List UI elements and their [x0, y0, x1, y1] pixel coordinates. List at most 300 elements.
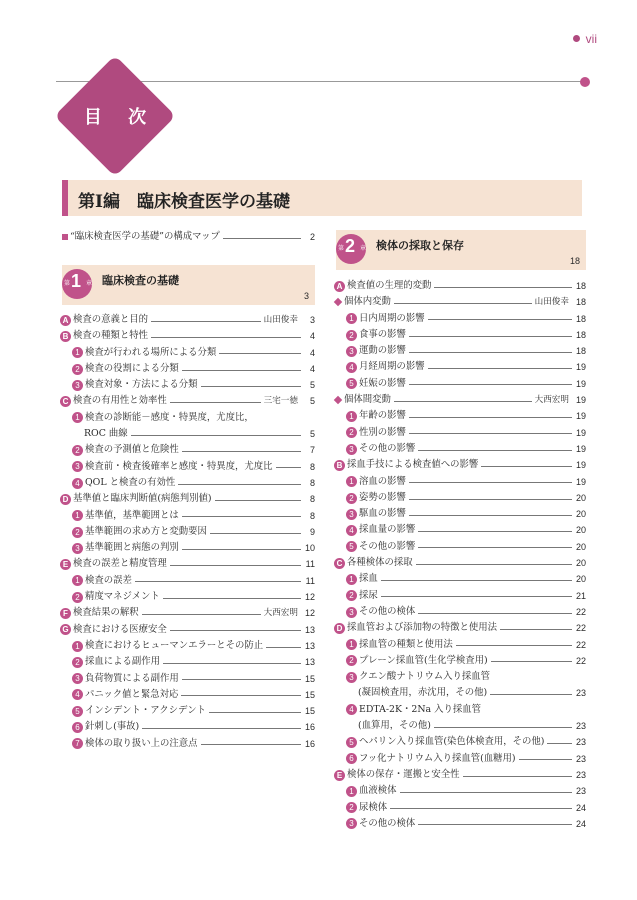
- entry-page: 22: [575, 623, 586, 634]
- dot-leader: [418, 824, 572, 825]
- toc-entry[interactable]: [334, 702, 586, 718]
- item-number-badge: 1: [346, 411, 357, 422]
- toc-entry[interactable]: [60, 377, 315, 393]
- item-number-badge: 2: [72, 527, 83, 538]
- entry-title: 採血: [359, 573, 378, 585]
- section-letter-badge: G: [60, 624, 71, 635]
- item-number-badge: 1: [72, 510, 83, 521]
- dot-leader: [266, 647, 301, 648]
- entry-title: その他の検体: [359, 817, 416, 829]
- dot-leader: [434, 727, 572, 728]
- section-letter-badge: C: [334, 558, 345, 569]
- section-letter-badge: F: [60, 608, 71, 619]
- entry-title: 基準値と臨床判断値(病態判別値): [73, 493, 212, 505]
- item-number-badge: 1: [72, 641, 83, 652]
- toc-entry[interactable]: [60, 703, 315, 719]
- dot-leader: [142, 614, 261, 615]
- entry-page: 22: [575, 639, 586, 650]
- item-number-badge: 5: [346, 541, 357, 552]
- toc-entry[interactable]: [334, 376, 586, 392]
- entry-title: 運動の影響: [359, 345, 406, 357]
- toc-entry[interactable]: [60, 556, 315, 572]
- toc-entry[interactable]: [334, 588, 586, 604]
- item-number-badge: 1: [346, 574, 357, 585]
- toc-entry[interactable]: [60, 442, 315, 458]
- dot-leader: [201, 386, 301, 387]
- toc-entry[interactable]: [334, 474, 586, 490]
- dot-leader: [215, 500, 301, 501]
- entry-author: 三宅一徳: [263, 396, 298, 407]
- toc-entry[interactable]: [60, 622, 315, 638]
- entry-page: 8: [309, 477, 315, 488]
- entry-page: 5: [309, 396, 315, 407]
- entry-page: 13: [304, 624, 315, 635]
- toc-entry[interactable]: [60, 671, 315, 687]
- dot-leader: [409, 482, 572, 483]
- item-number-badge: 3: [72, 543, 83, 554]
- entry-page: 11: [305, 559, 315, 570]
- item-number-badge: 4: [346, 362, 357, 373]
- item-number-badge: 3: [346, 672, 357, 683]
- item-number-badge: 1: [346, 639, 357, 650]
- toc-entry[interactable]: [334, 555, 586, 571]
- dot-leader: [409, 384, 572, 385]
- chapter-2-entries: [334, 278, 586, 832]
- entry-page: 4: [309, 347, 315, 358]
- entry-page: 23: [575, 753, 586, 764]
- entry-title: 検査が行われる場所による分類: [85, 346, 217, 358]
- entry-page: 23: [575, 737, 586, 748]
- entry-title: (血算用，その他): [358, 720, 431, 732]
- dot-leader: [170, 565, 301, 566]
- entry-title: パニック値と緊急対応: [85, 688, 179, 700]
- toc-entry[interactable]: [60, 687, 315, 703]
- item-number-badge: 1: [72, 412, 83, 423]
- entry-page: 19: [575, 476, 586, 487]
- chapter-1-page: 3: [303, 291, 309, 301]
- dot-leader: [456, 645, 572, 646]
- toc-entry[interactable]: [334, 278, 586, 294]
- dot-leader: [210, 533, 301, 534]
- entry-title: プレーン採血管(生化学検査用): [359, 654, 488, 666]
- entry-page: 19: [575, 460, 586, 471]
- entry-title: 検査の役割による分類: [85, 362, 179, 374]
- entry-title: 採血管および添加物の特徴と使用法: [347, 622, 498, 634]
- toc-entry[interactable]: [334, 359, 586, 375]
- entry-author: 山田俊幸: [263, 315, 298, 325]
- chapter-1-badge: 第 1 章: [62, 269, 92, 299]
- toc-entry[interactable]: [334, 408, 586, 424]
- entry-title: 検体の取り扱い上の注意点: [85, 737, 198, 749]
- entry-title: 各種検体の採取: [347, 557, 413, 569]
- entry-title: 年齢の影響: [359, 410, 406, 422]
- item-number-badge: 3: [72, 461, 83, 472]
- dot-leader: [481, 466, 572, 467]
- toc-entry[interactable]: [60, 573, 315, 589]
- item-number-badge: 4: [346, 704, 357, 715]
- item-number-badge: 3: [72, 673, 83, 684]
- dot-leader: [182, 370, 301, 371]
- chapter-1-entries: [60, 312, 315, 752]
- dot-leader: [394, 401, 532, 402]
- toc-entry[interactable]: [334, 327, 586, 343]
- toc-entry[interactable]: [60, 719, 315, 735]
- item-number-badge: 2: [346, 655, 357, 666]
- entry-title: 個体内変動: [344, 296, 391, 308]
- entry-page: 23: [575, 721, 586, 732]
- item-number-badge: 4: [72, 689, 83, 700]
- dot-leader: [151, 337, 301, 338]
- entry-title: 性別の影響: [359, 426, 406, 438]
- item-number-badge: 3: [72, 380, 83, 391]
- item-number-badge: 3: [346, 346, 357, 357]
- dot-leader: [163, 598, 301, 599]
- entry-page: 4: [309, 331, 315, 342]
- toc-entry-intro[interactable]: “臨床検査医学の基礎”の構成マップ 2: [62, 229, 315, 245]
- toc-entry[interactable]: [334, 669, 586, 685]
- dot-leader: [182, 516, 301, 517]
- section-letter-badge: B: [334, 460, 345, 471]
- toc-entry[interactable]: [334, 425, 586, 441]
- entry-title: 検査対象・方法による分類: [85, 379, 198, 391]
- toc-entry[interactable]: [60, 638, 315, 654]
- chapter-2-badge: 第 2 章: [336, 234, 366, 264]
- entry-title: 採血量の影響: [359, 524, 416, 536]
- entry-page: 9: [309, 526, 315, 537]
- entry-page: 15: [304, 673, 315, 684]
- section-letter-badge: A: [60, 315, 71, 326]
- dot-leader: [428, 368, 572, 369]
- diamond-bullet-icon: [334, 298, 342, 306]
- item-number-badge: 1: [72, 347, 83, 358]
- toc-entry[interactable]: [60, 328, 315, 344]
- toc-entry[interactable]: [334, 637, 586, 653]
- entry-title: ROC 曲線: [84, 428, 128, 440]
- entry-page: 21: [575, 590, 586, 601]
- item-number-badge: 2: [346, 330, 357, 341]
- dot-leader: [490, 694, 572, 695]
- chapter-1-header: [62, 265, 315, 305]
- dot-leader: [500, 629, 572, 630]
- toc-entry[interactable]: [60, 491, 315, 507]
- chapter-2-page: 18: [569, 256, 580, 266]
- entry-author: 山田俊幸: [534, 297, 569, 308]
- item-number-badge: 3: [346, 607, 357, 618]
- entry-title: 検査の有用性と効率性: [73, 395, 167, 407]
- toc-entry[interactable]: [60, 654, 315, 670]
- item-number-badge: 6: [72, 722, 83, 733]
- toc-entry[interactable]: [334, 441, 586, 457]
- dot-leader: [418, 450, 572, 451]
- entry-page: 22: [575, 606, 586, 617]
- entry-title: 針刺し(事故): [85, 721, 140, 733]
- entry-page: 20: [575, 525, 586, 536]
- entry-title: (凝固検査用，赤沈用，その他): [358, 687, 488, 699]
- entry-title: 採血手技による検査値への影響: [347, 459, 479, 471]
- dot-leader: [381, 596, 572, 597]
- item-number-badge: 2: [72, 592, 83, 603]
- section-letter-badge: D: [60, 494, 71, 505]
- item-number-badge: 4: [72, 478, 83, 489]
- dot-leader: [219, 353, 301, 354]
- dot-leader: [209, 712, 301, 713]
- entry-page: 8: [309, 494, 315, 505]
- entry-page: 11: [305, 575, 315, 586]
- item-number-badge: 2: [346, 493, 357, 504]
- dot-leader: [163, 663, 301, 664]
- toc-entry[interactable]: [334, 294, 586, 310]
- dot-leader: [409, 336, 572, 337]
- entry-page: 13: [304, 657, 315, 668]
- entry-page: 5: [309, 380, 315, 391]
- entry-page: 7: [309, 445, 315, 456]
- chapter-2-title: 検体の採取と保存: [376, 239, 464, 252]
- entry-title: 検査の予測値と危険性: [85, 444, 179, 456]
- toc-entry[interactable]: [334, 734, 586, 750]
- toc-entry[interactable]: [60, 736, 315, 752]
- toc-entry[interactable]: [334, 522, 586, 538]
- toc-entry[interactable]: [334, 604, 586, 620]
- section-letter-badge: E: [334, 770, 345, 781]
- entry-title: 食事の影響: [359, 328, 406, 340]
- entry-title: 採尿: [359, 589, 378, 601]
- toc-entry[interactable]: [334, 490, 586, 506]
- entry-title: ヘパリン入り採血管(染色体検査用，その他): [359, 736, 545, 748]
- toc-entry[interactable]: [60, 361, 315, 377]
- toc-entry[interactable]: [60, 475, 315, 491]
- entry-page: 19: [575, 411, 586, 422]
- item-number-badge: 1: [346, 313, 357, 324]
- dot-leader: [409, 417, 572, 418]
- item-number-badge: 1: [72, 575, 83, 586]
- toc-entry[interactable]: [334, 767, 586, 783]
- dot-leader: [381, 580, 572, 581]
- dot-leader: [151, 321, 261, 322]
- entry-page: 20: [575, 574, 586, 585]
- dot-leader: [547, 743, 572, 744]
- entry-title: 検査の種類と特性: [73, 330, 149, 342]
- item-number-badge: 2: [346, 590, 357, 601]
- entry-page: 12: [304, 592, 315, 603]
- item-number-badge: 2: [72, 445, 83, 456]
- toc-entry[interactable]: [60, 312, 315, 328]
- entry-title: 駆血の影響: [359, 508, 406, 520]
- toc-entry[interactable]: [334, 539, 586, 555]
- entry-title: 尿検体: [359, 801, 388, 813]
- entry-page: 15: [304, 689, 315, 700]
- dot-leader: [409, 352, 572, 353]
- toc-entry[interactable]: [334, 311, 586, 327]
- entry-title: インシデント・アクシデント: [85, 705, 206, 717]
- dot-leader: [428, 319, 572, 320]
- dot-leader: [135, 581, 301, 582]
- dot-leader: [276, 467, 301, 468]
- entry-page: 19: [575, 443, 586, 454]
- toc-entry[interactable]: [60, 540, 315, 556]
- entry-page: 19: [575, 427, 586, 438]
- entry-page: 22: [575, 655, 586, 666]
- entry-page: 16: [304, 722, 315, 733]
- entry-page: 18: [575, 281, 586, 291]
- toc-entry[interactable]: [334, 751, 586, 767]
- toc-entry[interactable]: [334, 457, 586, 473]
- page-number: vii: [573, 32, 597, 46]
- dot-leader: [409, 515, 572, 516]
- diamond-bullet-icon: [334, 396, 342, 404]
- entry-page: 18: [575, 297, 586, 308]
- dot-leader: [170, 402, 261, 403]
- entry-title: フッ化ナトリウム入り採血管(血糖用): [359, 752, 516, 764]
- item-number-badge: 5: [346, 378, 357, 389]
- toc-title: 目 次: [83, 107, 157, 128]
- entry-author: 大西宏明: [263, 608, 298, 619]
- item-number-badge: 3: [346, 818, 357, 829]
- entry-page: 20: [575, 558, 586, 569]
- dot-leader: [418, 531, 572, 532]
- dot-leader: [170, 630, 301, 631]
- entry-title: 溶血の影響: [359, 475, 406, 487]
- dot-leader: [409, 499, 572, 500]
- entry-title: 妊娠の影響: [359, 377, 406, 389]
- dot-leader: [142, 728, 301, 729]
- entry-title: その他の影響: [359, 442, 416, 454]
- dot-leader: [182, 679, 301, 680]
- section-letter-badge: D: [334, 623, 345, 634]
- item-number-badge: 2: [72, 657, 83, 668]
- entry-page: 20: [575, 509, 586, 520]
- dot-leader: [491, 661, 572, 662]
- entry-page: 20: [575, 492, 586, 503]
- entry-page: 20: [575, 541, 586, 552]
- entry-title: 採血管の種類と使用法: [359, 638, 453, 650]
- dot-leader: [418, 613, 572, 614]
- section-letter-badge: B: [60, 331, 71, 342]
- entry-title: 基準範囲と病態の判別: [85, 542, 179, 554]
- entry-page: 19: [575, 378, 586, 389]
- entry-page: 3: [309, 315, 315, 325]
- entry-page: 19: [575, 395, 586, 406]
- entry-title: 検査の誤差と精度管理: [73, 558, 167, 570]
- toc-entry[interactable]: [60, 393, 315, 409]
- toc-entry[interactable]: [334, 571, 586, 587]
- entry-page: 8: [309, 461, 315, 472]
- toc-entry[interactable]: [60, 589, 315, 605]
- entry-title: 基準値，基準範囲とは: [85, 509, 179, 521]
- entry-title: 採血による副作用: [85, 656, 161, 668]
- entry-title: 検査結果の解釈: [73, 607, 139, 619]
- toc-entry[interactable]: [334, 392, 586, 408]
- item-number-badge: 1: [346, 786, 357, 797]
- toc-entry[interactable]: [60, 605, 315, 621]
- entry-title: 検査の意義と目的: [73, 314, 149, 325]
- dot-leader: [131, 435, 301, 436]
- dot-leader: [394, 303, 532, 304]
- item-number-badge: 5: [72, 706, 83, 717]
- toc-entry[interactable]: [60, 426, 315, 442]
- dot-leader: [416, 564, 572, 565]
- entry-title: 検査における医療安全: [73, 623, 167, 635]
- entry-title: その他の検体: [359, 605, 416, 617]
- toc-entry[interactable]: [60, 524, 315, 540]
- toc-entry[interactable]: [334, 506, 586, 522]
- dot-leader: [182, 451, 301, 452]
- toc-entry[interactable]: [334, 816, 586, 832]
- dot-leader: [519, 759, 572, 760]
- entry-title: 姿勢の影響: [359, 491, 406, 503]
- item-number-badge: 4: [346, 525, 357, 536]
- header-rule-dot: [580, 77, 590, 87]
- entry-title: 検査の診断能－感度・特異度，尤度比，: [85, 411, 254, 423]
- entry-title: 検査前・検査後確率と感度・特異度，尤度比: [85, 460, 273, 472]
- toc-entry[interactable]: [334, 653, 586, 669]
- entry-page: 10: [304, 543, 315, 554]
- item-number-badge: 1: [346, 476, 357, 487]
- toc-entry[interactable]: [60, 410, 315, 426]
- item-number-badge: 5: [346, 737, 357, 748]
- entry-title: 個体間変動: [344, 394, 391, 406]
- dot-leader: [463, 776, 572, 777]
- toc-entry[interactable]: [334, 685, 586, 701]
- entry-page: 23: [575, 769, 586, 780]
- entry-page: 15: [304, 706, 315, 717]
- entry-page: 16: [304, 738, 315, 749]
- item-number-badge: 6: [346, 753, 357, 764]
- section-letter-badge: A: [334, 281, 345, 292]
- entry-title: 精度マネジメント: [85, 591, 160, 603]
- entry-page: 18: [575, 346, 586, 357]
- toc-entry[interactable]: [334, 718, 586, 734]
- toc-entry[interactable]: [60, 345, 315, 361]
- dot-leader: [434, 287, 572, 288]
- toc-entry[interactable]: [334, 620, 586, 636]
- toc-entry[interactable]: [60, 508, 315, 524]
- toc-entry[interactable]: [334, 800, 586, 816]
- chapter-1-title: 臨床検査の基礎: [102, 274, 179, 287]
- entry-title: 日内周期の影響: [359, 312, 425, 324]
- part-title: 第Ⅰ編 臨床検査医学の基礎: [78, 192, 290, 212]
- item-number-badge: 2: [72, 364, 83, 375]
- toc-entry[interactable]: [334, 783, 586, 799]
- entry-title: EDTA-2K・2Na 入り採血管: [359, 703, 481, 715]
- entry-title: 検査値の生理的変動: [347, 280, 432, 291]
- dot-leader: [178, 484, 301, 485]
- part-title-bar: [62, 180, 582, 216]
- chapter-2-header: [336, 230, 586, 270]
- item-number-badge: 3: [346, 509, 357, 520]
- entry-title: 検体の保存・運搬と安全性: [347, 768, 460, 780]
- dot-leader: [181, 695, 301, 696]
- item-number-badge: 2: [346, 427, 357, 438]
- entry-title: 検査におけるヒューマンエラーとその防止: [85, 639, 264, 651]
- entry-title: 血液検体: [359, 785, 397, 797]
- entry-page: 8: [309, 510, 315, 521]
- dot-leader: [201, 744, 301, 745]
- entry-page: 23: [575, 688, 586, 699]
- entry-page: 12: [304, 608, 315, 619]
- entry-page: 24: [575, 802, 586, 813]
- entry-title: QOL と検査の有効性: [85, 476, 176, 488]
- dot-leader: [182, 549, 301, 550]
- toc-entry[interactable]: [334, 343, 586, 359]
- dot-leader: [409, 433, 572, 434]
- entry-page: 5: [309, 429, 315, 440]
- entry-page: 23: [575, 786, 586, 797]
- dot-leader: [390, 808, 572, 809]
- entry-page: 4: [309, 363, 315, 374]
- entry-title: 負荷物質による副作用: [85, 672, 179, 684]
- toc-entry[interactable]: [60, 459, 315, 475]
- item-number-badge: 3: [346, 444, 357, 455]
